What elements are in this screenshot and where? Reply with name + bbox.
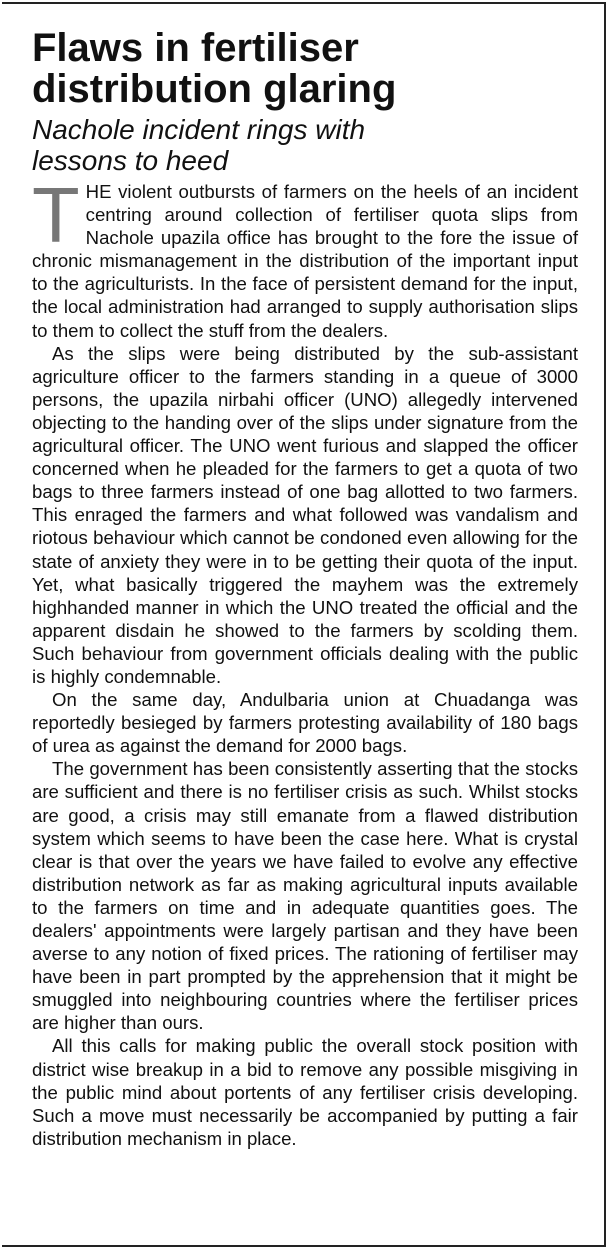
article-body — [32, 171, 578, 1150]
subhead-line-1: Nachole incident rings with — [32, 114, 366, 145]
subheadline — [32, 114, 578, 176]
paragraph-4: The government has been consistently asserting that the stocks are sufficient and there is no fertiliser crisis as such. Whilst stocks are good, a crisis may still emanate from a flawed distribution system which seems to have been the case here. What is crystal clear is that over the years we have failed to evolve any effective distribution network as far as making agricultural inputs available to the farmers on time and in adequate quantities goes. The dealers' appointments were largely partisan and they have been averse to any notion of fixed prices. The rationing of fertiliser may have been in part prompted by the apprehension that it might be smuggled into neighbouring countries where the fertiliser prices are higher than ours. — [32, 758, 578, 1034]
article-content — [2, 4, 604, 1150]
headline-line-2: distribution glaring — [32, 67, 397, 111]
paragraph-1 — [32, 171, 578, 342]
paragraph-5: All this calls for making public the overall stock position with district wise breakup in a bid to remove any possible misgiving in the public mind about portents of any fertiliser crisis developing. Such a move must necessarily be accompanied by putting a fair distribution mechanism in place. — [32, 1035, 578, 1149]
subhead-line-2: lessons to heed — [32, 145, 229, 176]
paragraph-2: As the slips were being distributed by the sub-assistant agriculture officer to the farmers standing in a queue of 3000 persons, the upazila nirbahi officer (UNO) allegedly intervened objecting to the handing over of the slips under signature from the agricultural officer. The UNO went furious and slapped the officer concerned when he pleaded for the farmers to get a quota of two bags to three farmers instead of one bag allotted to two farmers. This enraged the farmers and what followed was vandalism and riotous behaviour which cannot be condoned even allowing for the state of anxiety they were in to be getting their quota of the input. Yet, what basically triggered the mayhem was the extremely highhanded manner in which the UNO treated the official and the apparent disdain he showed to the farmers by scolding them. Such behaviour from government officials dealing with the public is highly condemnable. — [32, 342, 578, 687]
article-frame — [2, 2, 606, 1247]
paragraph-1-text: HE violent outbursts of farmers on the heels of an incident centring around collection of fertiliser quota slips from Nachole upazila office has brought to the fore the issue of chronic mismanagement in the distribution of the important input to the agriculturists. In the face of persistent demand for the input, the local administration had arranged to supply authorisation slips to them to collect the stuff from the dealers. — [32, 181, 578, 341]
headline-line-1: Flaws in fertiliser — [32, 26, 359, 70]
paragraph-3: On the same day, Andulbaria union at Chuadanga was reportedly besieged by farmers protesting availability of 180 bags of urea as against the demand for 2000 bags. — [32, 689, 578, 757]
headline — [32, 28, 578, 110]
drop-cap: T — [32, 171, 80, 259]
